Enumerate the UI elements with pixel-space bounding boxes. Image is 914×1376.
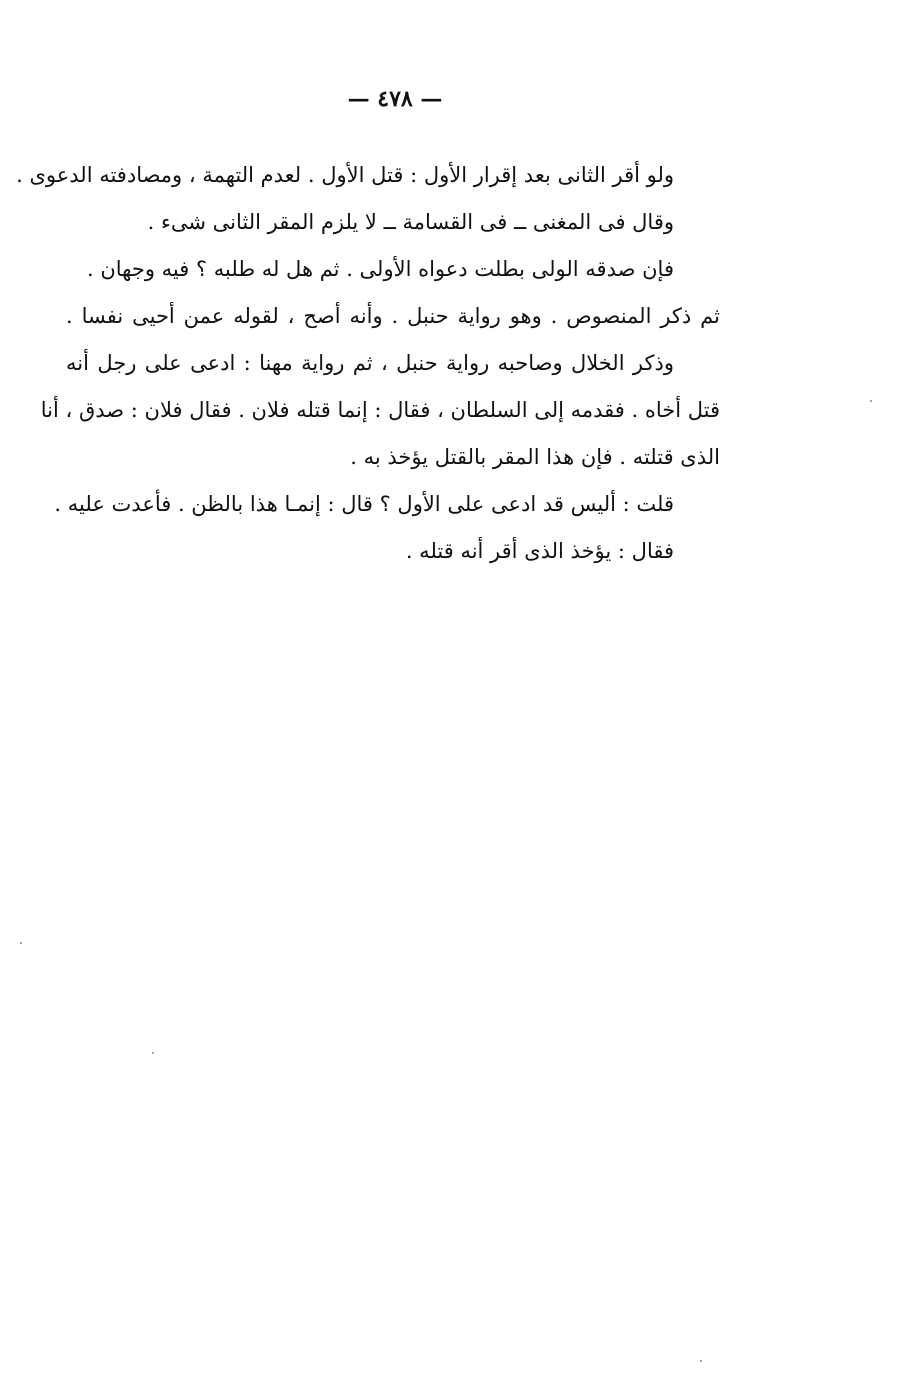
page-number: — ٤٧٨ — bbox=[347, 86, 443, 112]
text-line: قلت : أليس قد ادعى على الأول ؟ قال : إنمـا هذا بالظن . فأعدت عليه . bbox=[54, 492, 674, 516]
text-line: قتل أخاه . فقدمه إلى السلطان ، فقال : إنما قتله فلان . فقال فلان : صدق ، أنا bbox=[40, 398, 720, 422]
text-line: فإن صدقه الولى بطلت دعواه الأولى . ثم هل له طلبه ؟ فيه وجهان . bbox=[87, 257, 674, 281]
text-line: وذكر الخلال وصاحبه رواية حنبل ، ثم رواية مهنا : ادعى على رجل أنه bbox=[66, 351, 674, 375]
text-line: وقال فى المغنى ــ فى القسامة ــ لا يلزم المقر الثانى شىء . bbox=[147, 210, 674, 234]
scan-speck bbox=[870, 400, 872, 402]
text-line: فقال : يؤخذ الذى أقر أنه قتله . bbox=[405, 539, 674, 563]
scan-speck bbox=[152, 1052, 154, 1054]
text-line: ثم ذكر المنصوص . وهو رواية حنبل . وأنه أصح ، لقوله عمن أحيى نفسا . bbox=[66, 304, 720, 328]
text-line: الذى قتلته . فإن هذا المقر بالقتل يؤخذ به . bbox=[350, 445, 720, 469]
scan-speck bbox=[20, 942, 22, 944]
scan-speck bbox=[700, 1360, 702, 1362]
body-text bbox=[16, 152, 720, 575]
text-line: ولو أقر الثانى بعد إقرار الأول : قتل الأول . لعدم التهمة ، ومصادفته الدعوى . bbox=[16, 163, 674, 187]
